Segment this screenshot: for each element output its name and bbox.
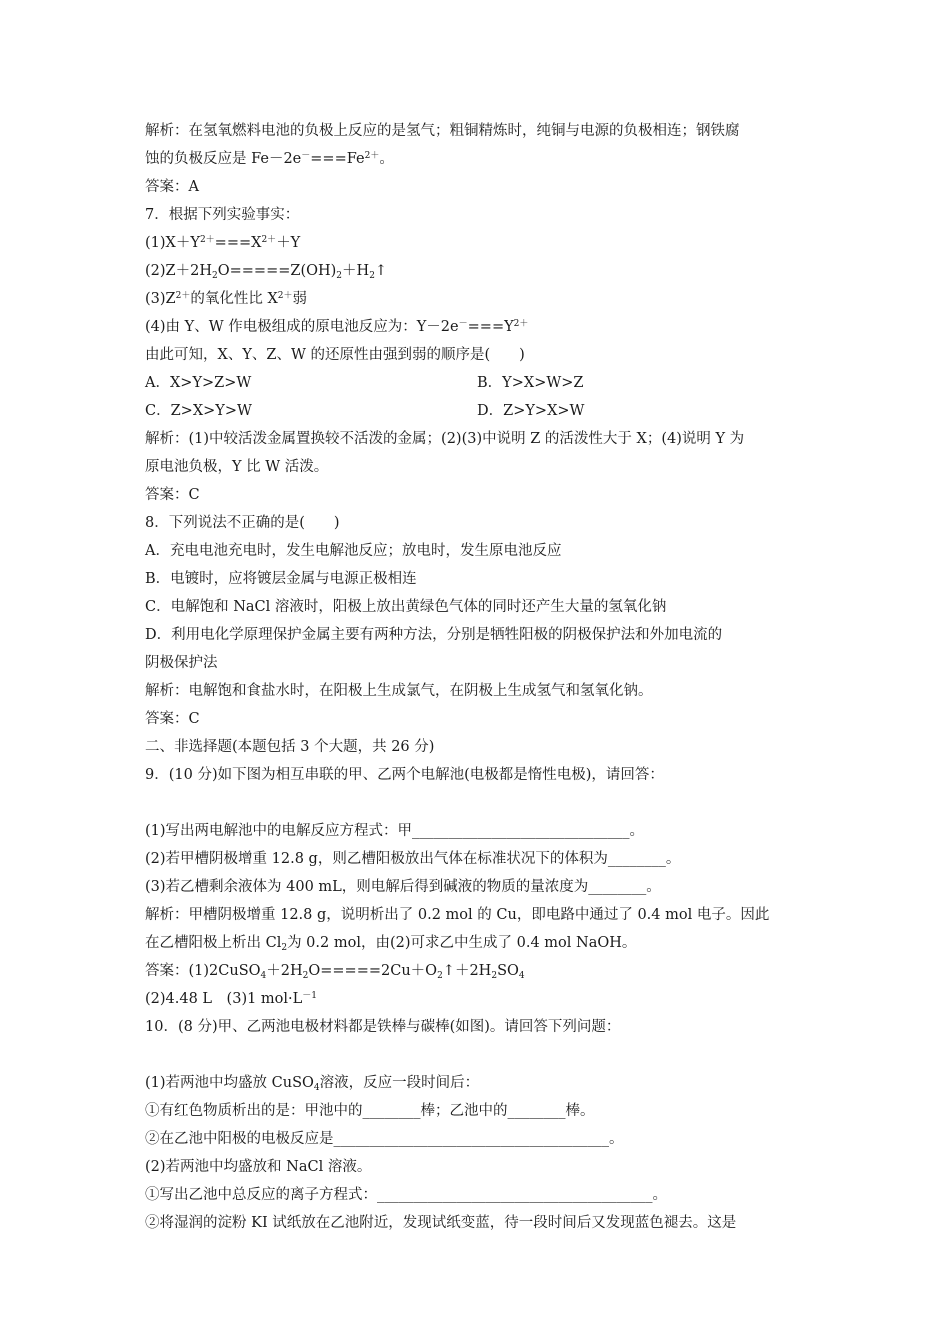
q10-part-2-i: ①写出乙池中总反应的离子方程式：______________________________________。 [145,1187,667,1203]
q8-option-d-line-2: 阴极保护法 [145,655,218,671]
q7-analysis-line-2: 原电池负极，Y 比 W 活泼。 [145,459,329,475]
q7-option-d: D．Z>Y>X>W [477,403,585,419]
q8-stem: 8．下列说法不正确的是( ) [145,515,340,531]
q9-answer-line-1: 答案：$(1)2CuSO_4+2H_2O=====2Cu+O_2↑+2H_2SO_4$ [145,963,525,981]
q9-part-1: (1)写出两电解池中的电解反应方程式：甲______________________________。 [145,823,645,839]
q7-stem: 7．根据下列实验事实： [145,207,300,223]
q10-part-1-ii: ②在乙池中阳极的电极反应是______________________________________。 [145,1131,624,1147]
q9-analysis-line-1: 解析：甲槽阴极增重 12.8 g，说明析出了 0.2 mol 的 Cu，即电路中通过了 0.4 mol 电子。因此 [145,907,770,923]
document-page [145,117,815,1237]
q7-answer: 答案：C [145,487,200,503]
q7-analysis-line-1: 解析：(1)中较活泼金属置换较不活泼的金属；(2)(3)中说明 Z 的活泼性大于 X；(4)说明 Y 为 [145,431,745,447]
q7-options-row-2 [145,397,815,425]
q6-analysis-line-1: 解析：在氢氧燃料电池的负极上反应的是氢气；粗铜精炼时，纯铜与电源的负极相连；钢铁腐 [145,123,740,139]
q8-answer: 答案：C [145,711,200,727]
section-2-heading: 二、非选择题(本题包括 3 个大题，共 26 分) [145,739,435,755]
q9-stem: 9．(10 分)如下图为相互串联的甲、乙两个电解池(电极都是惰性电极)，请回答： [145,767,664,783]
q9-answer-line-2: (2)4.48 L (3)1 $mol\cdot L^{-1}$ [145,991,318,1007]
q7-fact-2: $(2)Z+2H_2O=====Z(OH)_2+H_2↑$ [145,263,388,281]
q7-option-b: B．Y>X>W>Z [477,375,584,391]
q8-option-c: C．电解饱和 NaCl 溶液时，阳极上放出黄绿色气体的同时还产生大量的氢氧化钠 [145,599,667,615]
q10-figure-space [145,1041,815,1069]
q10-part-2: (2)若两池中均盛放和 NaCl 溶液。 [145,1159,372,1175]
q8-option-a: A．充电电池充电时，发生电解池反应；放电时，发生原电池反应 [145,543,562,559]
q7-options-row-1 [145,369,815,397]
q8-option-d-line-1: D．利用电化学原理保护金属主要有两种方法，分别是牺牲阳极的阴极保护法和外加电流的 [145,627,723,643]
q6-answer: 答案：A [145,179,199,195]
q7-fact-3: $(3)Z^{2+}$的氧化性比 $X^{2+}$弱 [145,291,308,307]
q10-part-1-i: ①有红色物质析出的是：甲池中的________棒；乙池中的________棒。 [145,1103,595,1119]
q7-question: 由此可知，X、Y、Z、W 的还原性由强到弱的顺序是( ) [145,347,525,363]
q10-part-1: (1)若两池中均盛放 CuSO$_4$溶液，反应一段时间后： [145,1075,480,1093]
q10-part-2-ii: ②将湿润的淀粉 KI 试纸放在乙池附近，发现试纸变蓝，待一段时间后又发现蓝色褪去。这是 [145,1215,737,1231]
q9-part-3: (3)若乙槽剩余液体为 400 mL，则电解后得到碱液的物质的量浓度为________。 [145,879,661,895]
q9-part-2: (2)若甲槽阴极增重 12.8 g，则乙槽阳极放出气体在标准状况下的体积为________。 [145,851,681,867]
q8-analysis: 解析：电解饱和食盐水时，在阳极上生成氯气，在阴极上生成氢气和氢氧化钠。 [145,683,653,699]
q7-option-c: C．Z>X>Y>W [145,403,252,419]
q6-analysis-line-2: 蚀的负极反应是 $Fe-2e^-===Fe^{2+}$。 [145,151,394,167]
q10-stem: 10．(8 分)甲、乙两池电极材料都是铁棒与碳棒(如图)。请回答下列问题： [145,1019,621,1035]
q9-analysis-line-2: 在乙槽阳极上析出 $Cl_2$为 0.2 mol，由(2)可求乙中生成了 0.4 mol NaOH。 [145,935,637,953]
q7-option-a: A．X>Y>Z>W [145,375,252,391]
q9-figure-space [145,789,815,817]
q8-option-b: B．电镀时，应将镀层金属与电源正极相连 [145,571,417,587]
q7-fact-4: (4)由 Y、W 作电极组成的原电池反应为：$Y-2e^-===Y^{2+}$ [145,319,529,335]
q7-fact-1: $(1)X+Y^{2+}===X^{2+}+Y$ [145,235,301,251]
